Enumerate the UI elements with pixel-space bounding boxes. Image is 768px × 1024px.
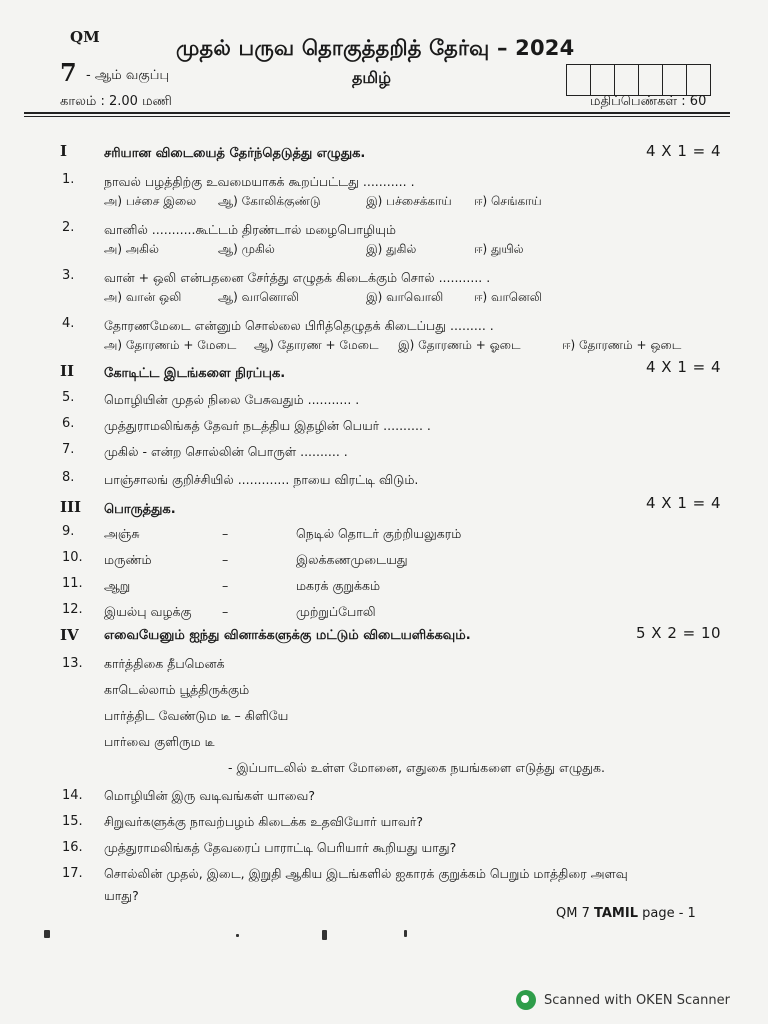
question-number: 6. bbox=[62, 416, 75, 431]
option-d: ஈ) தோரணம் + ஒடை bbox=[562, 338, 682, 352]
question-text: நாவல் பழத்திற்கு உவமையாகக் கூறப்பட்டது ........... . bbox=[104, 174, 415, 189]
question-number: 7. bbox=[62, 442, 75, 457]
match-right: மகரக் குறுக்கம் bbox=[296, 578, 381, 593]
question-number: 11. bbox=[62, 576, 83, 591]
option-a: அ) வான் ஒலி bbox=[104, 290, 182, 304]
footer-page: page - 1 bbox=[642, 906, 696, 921]
match-right: முற்றுப்போலி bbox=[296, 604, 376, 619]
option-a: அ) தோரணம் + மேடை bbox=[104, 338, 237, 352]
question-number: 14. bbox=[62, 788, 83, 803]
scanner-watermark bbox=[516, 990, 730, 1010]
match-left: மருண்ம் bbox=[104, 552, 152, 567]
question-number: 5. bbox=[62, 390, 75, 405]
section-number: III bbox=[60, 498, 82, 516]
question-text: சொல்லின் முதல், இடை, இறுதி ஆகிய இடங்களில் ஐகாரக் குறுக்கம் பெறும் மாத்திரை அளவு bbox=[104, 866, 628, 881]
question-text: வானில் ...........கூட்டம் திரண்டால் மழைபொழியும் bbox=[104, 222, 396, 237]
match-dash: – bbox=[222, 526, 229, 541]
option-b: ஆ) வானொலி bbox=[218, 290, 299, 304]
section-title: சரியான விடையைத் தேர்ந்தெடுத்து எழுதுக. bbox=[104, 146, 366, 161]
scan-speck bbox=[322, 930, 327, 940]
question-number: 13. bbox=[62, 656, 83, 671]
subject-name: தமிழ் bbox=[352, 68, 392, 87]
footer-prefix: QM 7 bbox=[556, 906, 590, 921]
question-number: 9. bbox=[62, 524, 75, 539]
question-number: 15. bbox=[62, 814, 83, 829]
question-text: முத்துராமலிங்கத் தேவர் நடத்திய இதழின் பெயர் .......... . bbox=[104, 418, 431, 433]
section-title: கோடிட்ட இடங்களை நிரப்புக. bbox=[104, 366, 286, 381]
section-number: I bbox=[60, 142, 68, 160]
scanner-text: Scanned with OKEN Scanner bbox=[544, 992, 730, 1008]
section-marks: 5 X 2 = 10 bbox=[636, 624, 722, 642]
question-text: சிறுவர்களுக்கு நாவற்பழம் கிடைக்க உதவியோர் யாவர்? bbox=[104, 814, 423, 829]
question-text: மொழியின் இரு வடிவங்கள் யாவை? bbox=[104, 788, 316, 803]
page-footer bbox=[556, 906, 696, 921]
question-number: 3. bbox=[62, 268, 75, 283]
option-b: ஆ) தோரண + மேடை bbox=[254, 338, 379, 352]
poem-line: பார்த்திட வேண்டும டீ – கிளியே bbox=[104, 708, 289, 723]
section-marks: 4 X 1 = 4 bbox=[646, 358, 722, 376]
header-rule-bottom bbox=[24, 116, 730, 117]
scan-speck bbox=[236, 934, 239, 937]
option-d: ஈ) வானெலி bbox=[474, 290, 542, 304]
question-number: 12. bbox=[62, 602, 83, 617]
question-number: 10. bbox=[62, 550, 83, 565]
section-title: எவையேனும் ஐந்து வினாக்களுக்கு மட்டும் விடையளிக்கவும். bbox=[104, 628, 471, 643]
exam-title: முதல் பருவ தொகுத்தறித் தேர்வு – 2024 bbox=[176, 36, 575, 60]
question-text: பாஞ்சாலங் குறிச்சியில் ............. நாயை விரட்டி விடும். bbox=[104, 472, 419, 487]
option-c: இ) துகில் bbox=[366, 242, 417, 256]
section-title: பொருத்துக. bbox=[104, 502, 176, 517]
header-rule-top bbox=[24, 112, 730, 114]
poem-line: பார்வை குளிரும டீ bbox=[104, 734, 215, 749]
scan-speck bbox=[404, 930, 407, 937]
match-right: இலக்கணமுடையது bbox=[296, 552, 408, 567]
match-left: இயல்பு வழக்கு bbox=[104, 604, 192, 619]
question-number: 17. bbox=[62, 866, 83, 881]
question-number: 4. bbox=[62, 316, 75, 331]
section-marks: 4 X 1 = 4 bbox=[646, 142, 722, 160]
grade-number: 7 bbox=[60, 58, 77, 87]
option-c: இ) பச்சைக்காய் bbox=[366, 194, 452, 208]
match-dash: – bbox=[222, 604, 229, 619]
match-left: ஆறு bbox=[104, 578, 131, 593]
question-number: 8. bbox=[62, 470, 75, 485]
footer-subject: TAMIL bbox=[594, 906, 638, 921]
poem-instruction: - இப்பாடலில் உள்ள மோனை, எதுகை நயங்களை எடுத்து எழுதுக. bbox=[228, 760, 605, 775]
option-a: அ) அகில் bbox=[104, 242, 159, 256]
question-text: முகில் - என்ற சொல்லின் பொருள் .......... . bbox=[104, 444, 348, 459]
option-d: ஈ) செங்காய் bbox=[474, 194, 542, 208]
exam-code: QM bbox=[70, 28, 100, 46]
question-text: வான் + ஒலி என்பதனை சேர்த்து எழுதக் கிடைக்கும் சொல் ........... . bbox=[104, 270, 491, 285]
option-d: ஈ) துயில் bbox=[474, 242, 524, 256]
question-text: முத்துராமலிங்கத் தேவரைப் பாராட்டி பெரியார் கூறியது யாது? bbox=[104, 840, 457, 855]
option-c: இ) வாவொலி bbox=[366, 290, 444, 304]
grade-label: - ஆம் வகுப்பு bbox=[86, 68, 170, 83]
option-c: இ) தோரணம் + ஓடை bbox=[398, 338, 521, 352]
match-dash: – bbox=[222, 578, 229, 593]
question-text: மொழியின் முதல் நிலை பேசுவதும் ........... . bbox=[104, 392, 360, 407]
section-number: II bbox=[60, 362, 75, 380]
exam-duration: காலம் : 2.00 மணி bbox=[60, 94, 172, 109]
option-b: ஆ) முகில் bbox=[218, 242, 275, 256]
match-left: அஞ்சு bbox=[104, 526, 140, 541]
section-number: IV bbox=[60, 626, 79, 644]
scanner-logo-icon bbox=[516, 990, 536, 1010]
match-right: நெடில் தொடர் குற்றியலுகரம் bbox=[296, 526, 462, 541]
match-dash: – bbox=[222, 552, 229, 567]
max-marks: மதிப்பெண்கள் : 60 bbox=[590, 94, 707, 109]
poem-line: காடெல்லாம் பூத்திருக்கும் bbox=[104, 682, 250, 697]
question-text: தோரணமேடை என்னும் சொல்லை பிரித்தெழுதக் கிடைப்பது ......... . bbox=[104, 318, 494, 333]
option-b: ஆ) கோலிக்குண்டு bbox=[218, 194, 321, 208]
question-text-continued: யாது? bbox=[104, 888, 139, 903]
poem-line: கார்த்திகை தீபமெனக் bbox=[104, 656, 225, 671]
roll-number-boxes[interactable] bbox=[566, 64, 711, 96]
question-number: 1. bbox=[62, 172, 75, 187]
option-a: அ) பச்சை இலை bbox=[104, 194, 197, 208]
section-marks: 4 X 1 = 4 bbox=[646, 494, 722, 512]
question-number: 16. bbox=[62, 840, 83, 855]
question-number: 2. bbox=[62, 220, 75, 235]
scan-speck bbox=[44, 930, 50, 938]
